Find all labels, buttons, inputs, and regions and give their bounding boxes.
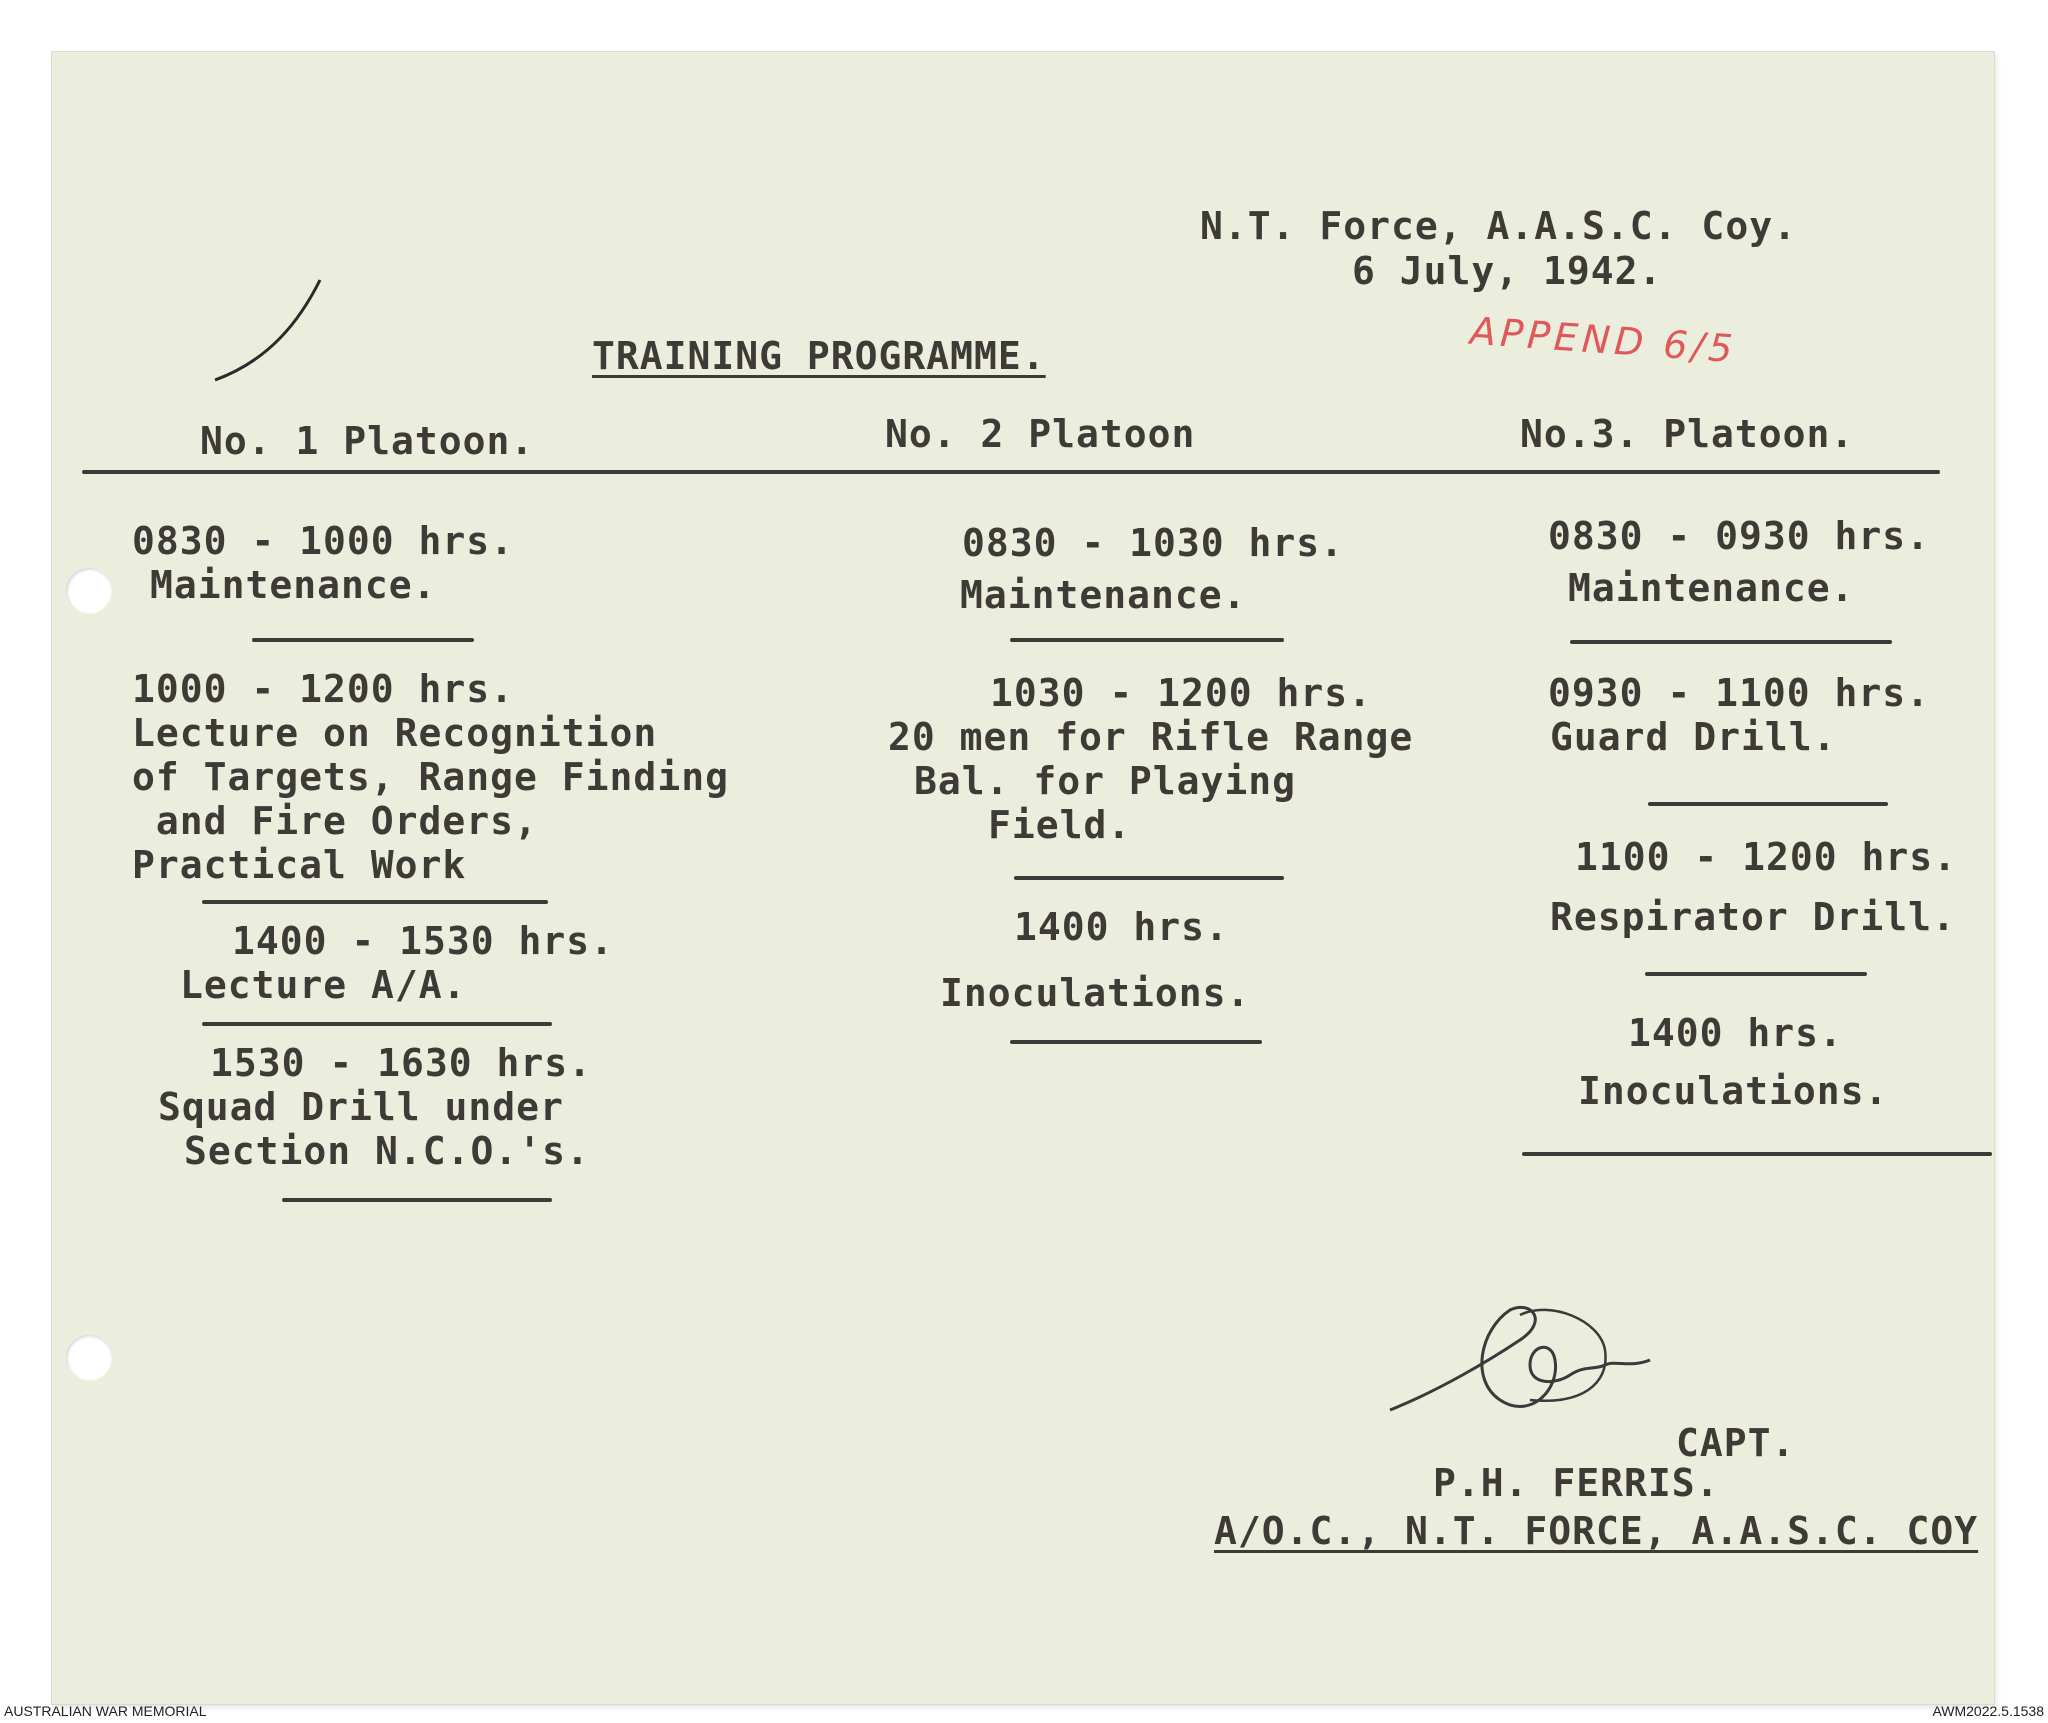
- p1-entry4-activity-line2: Section N.C.O.'s.: [184, 1129, 590, 1173]
- p3-divider: [1522, 1152, 1992, 1156]
- p1-entry2-time: 1000 - 1200 hrs.: [132, 667, 515, 711]
- punch-hole: [66, 568, 112, 614]
- p1-divider: [202, 1022, 552, 1026]
- p2-entry1-activity: Maintenance.: [960, 573, 1247, 617]
- p1-divider: [202, 900, 548, 904]
- p3-divider: [1648, 802, 1888, 806]
- p1-entry3-activity: Lecture A/A.: [180, 963, 467, 1007]
- platoon-2-header: No. 2 Platoon: [885, 412, 1196, 456]
- platoon-3-header: No.3. Platoon.: [1520, 412, 1855, 456]
- p2-entry3-time: 1400 hrs.: [1014, 905, 1229, 949]
- platoon-1-header: No. 1 Platoon.: [200, 419, 535, 463]
- document-date: 6 July, 1942.: [1352, 249, 1663, 293]
- p1-entry4-activity-line1: Squad Drill under: [158, 1085, 564, 1129]
- p2-entry2-time: 1030 - 1200 hrs.: [990, 671, 1373, 715]
- document-title: TRAINING PROGRAMME.: [592, 334, 1046, 378]
- header-rule: [82, 470, 1940, 474]
- p1-entry1-time: 0830 - 1000 hrs.: [132, 519, 515, 563]
- p2-entry1-time: 0830 - 1030 hrs.: [962, 521, 1345, 565]
- p3-entry2-activity: Guard Drill.: [1550, 715, 1837, 759]
- p1-entry2-activity-line4: Practical Work: [132, 843, 467, 887]
- unit-name: N.T. Force, A.A.S.C. Coy.: [1200, 204, 1797, 248]
- p3-divider: [1570, 640, 1892, 644]
- p3-entry4-activity: Inoculations.: [1578, 1069, 1889, 1113]
- handwritten-signature: [1380, 1290, 1660, 1440]
- p2-divider: [1010, 638, 1284, 642]
- signatory-position: A/O.C., N.T. FORCE, A.A.S.C. COY: [1214, 1509, 1979, 1553]
- p1-entry2-activity-line1: Lecture on Recognition: [132, 711, 658, 755]
- p3-divider: [1645, 972, 1867, 976]
- p1-entry3-time: 1400 - 1530 hrs.: [232, 919, 615, 963]
- punch-hole: [66, 1335, 112, 1381]
- footer-source: AUSTRALIAN WAR MEMORIAL: [4, 1703, 207, 1719]
- footer-reference: AWM2022.5.1538: [1932, 1703, 2044, 1719]
- signatory-name: P.H. FERRIS.: [1433, 1461, 1720, 1505]
- p3-entry1-time: 0830 - 0930 hrs.: [1548, 514, 1931, 558]
- p2-divider: [1010, 1040, 1262, 1044]
- p2-entry2-activity-line3: Field.: [988, 803, 1132, 847]
- p1-divider: [252, 638, 474, 642]
- p1-entry1-activity: Maintenance.: [150, 563, 437, 607]
- append-annotation: APPEND 6/5: [1468, 308, 1738, 372]
- p3-entry1-activity: Maintenance.: [1568, 566, 1855, 610]
- p3-entry2-time: 0930 - 1100 hrs.: [1548, 671, 1931, 715]
- p1-entry4-time: 1530 - 1630 hrs.: [210, 1041, 593, 1085]
- p3-entry4-time: 1400 hrs.: [1628, 1011, 1843, 1055]
- p1-divider: [282, 1198, 552, 1202]
- p1-entry2-activity-line2: of Targets, Range Finding: [132, 755, 729, 799]
- p2-divider: [1014, 876, 1284, 880]
- p2-entry2-activity-line2: Bal. for Playing: [914, 759, 1297, 803]
- p2-entry2-activity-line1: 20 men for Rifle Range: [888, 715, 1414, 759]
- p3-entry3-activity: Respirator Drill.: [1550, 895, 1956, 939]
- p3-entry3-time: 1100 - 1200 hrs.: [1575, 835, 1958, 879]
- handwritten-war-diary-note: [120, 150, 330, 400]
- p2-entry3-activity: Inoculations.: [940, 971, 1251, 1015]
- signatory-rank: CAPT.: [1676, 1421, 1796, 1465]
- p1-entry2-activity-line3: and Fire Orders,: [132, 799, 538, 843]
